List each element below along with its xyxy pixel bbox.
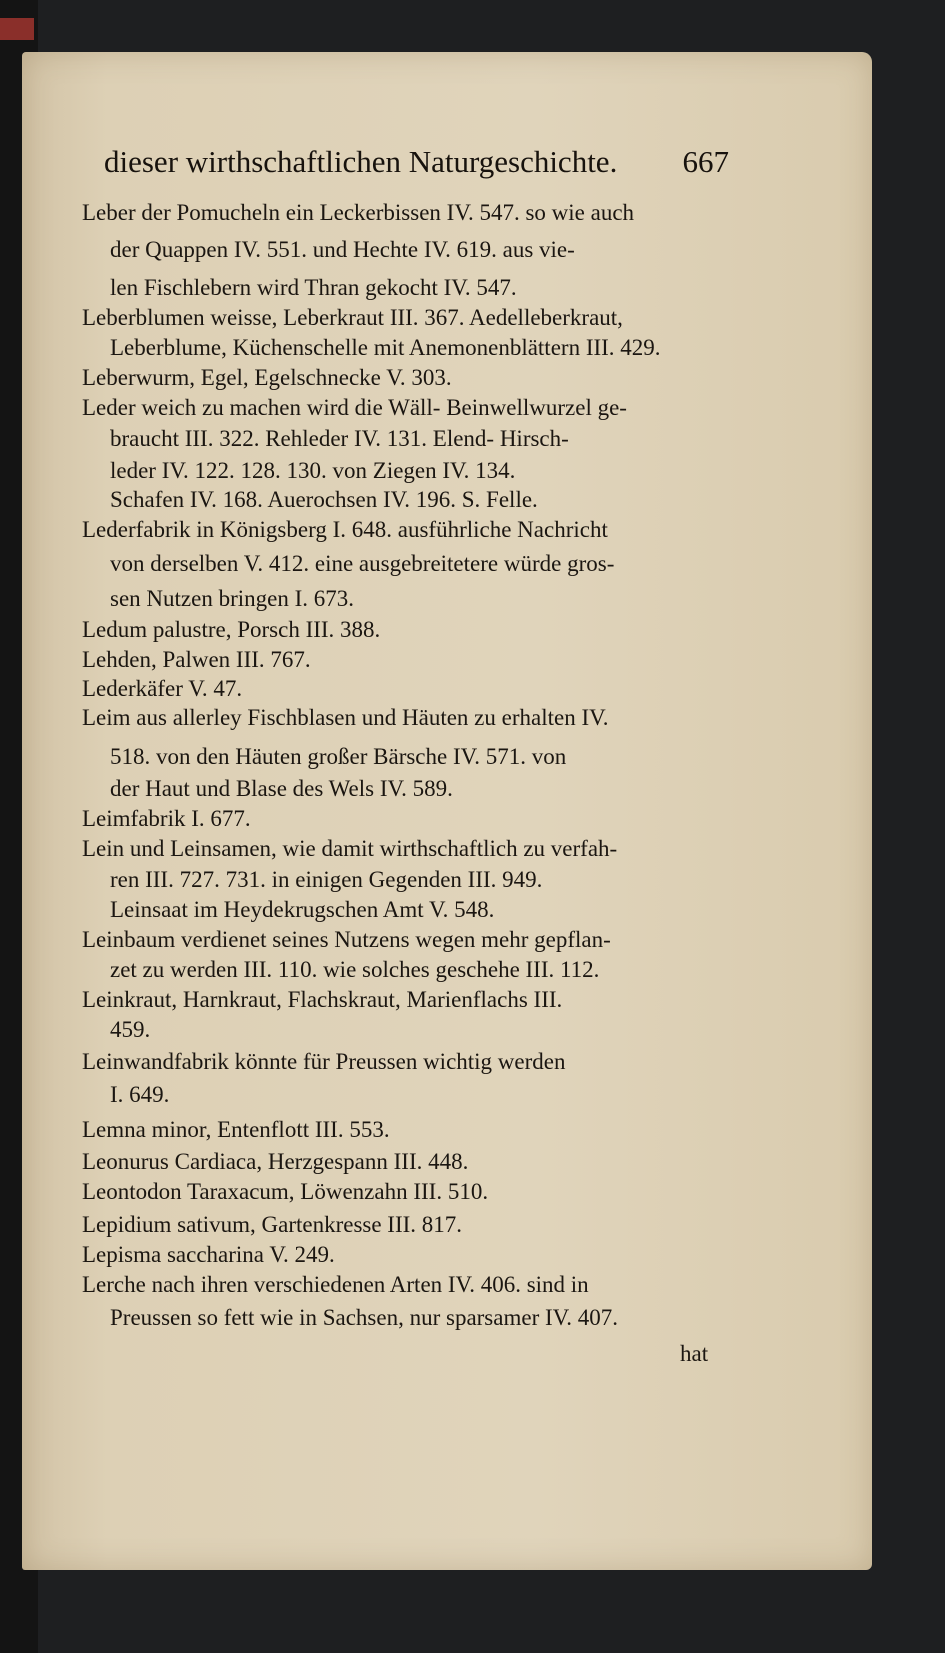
index-line: Schafen IV. 168. Auerochsen IV. 196. S. Felle. xyxy=(110,487,538,512)
index-line: Lerche nach ihren verschiedenen Arten IV. 406. sind in xyxy=(82,1272,589,1297)
index-line: ren III. 727. 731. in einigen Gegenden III. 949. xyxy=(110,867,543,892)
index-line: Leinwandfabrik könnte für Preussen wichtig werden xyxy=(82,1049,566,1074)
index-line: Leber der Pomucheln ein Leckerbissen IV. 547. so wie auch xyxy=(82,200,635,225)
index-line: Lederkäfer V. 47. xyxy=(82,676,243,701)
index-line: Lederfabrik in Königsberg I. 648. ausführliche Nachricht xyxy=(82,517,608,542)
index-line: len Fischlebern wird Thran gekocht IV. 547. xyxy=(110,275,517,300)
index-line: Ledum palustre, Porsch III. 388. xyxy=(82,617,381,642)
index-line: Leinbaum verdienet seines Nutzens wegen mehr gepflan- xyxy=(82,927,611,952)
index-line: 518. von den Häuten großer Bärsche IV. 571. von xyxy=(110,744,567,769)
index-line: sen Nutzen bringen I. 673. xyxy=(110,586,354,611)
index-line: Lemna minor, Entenflott III. 553. xyxy=(82,1117,390,1142)
index-line: Preussen so fett wie in Sachsen, nur sparsamer IV. 407. xyxy=(110,1305,619,1330)
catchword: hat xyxy=(680,1341,709,1366)
index-line: Leonurus Cardiaca, Herzgespann III. 448. xyxy=(82,1149,469,1174)
book-page xyxy=(22,52,872,1570)
running-header xyxy=(104,142,729,182)
page-number: 667 xyxy=(682,144,729,179)
index-line: Leinsaat im Heydekrugschen Amt V. 548. xyxy=(110,897,495,922)
index-line: Leberwurm, Egel, Egelschnecke V. 303. xyxy=(82,365,452,390)
index-line: Lein und Leinsamen, wie damit wirthschaftlich zu verfah- xyxy=(82,836,618,861)
index-line: 459. xyxy=(110,1017,151,1042)
index-line: Leberblume, Küchenschelle mit Anemonenblättern III. 429. xyxy=(110,335,661,360)
index-line: Lepisma saccharina V. 249. xyxy=(82,1242,335,1267)
index-line: Leim aus allerley Fischblasen und Häuten zu erhalten IV. xyxy=(82,705,609,730)
index-line: zet zu werden III. 110. wie solches geschehe III. 112. xyxy=(110,957,600,982)
index-line: I. 649. xyxy=(110,1082,170,1107)
index-line: der Quappen IV. 551. und Hechte IV. 619. aus vie- xyxy=(110,237,575,262)
index-line: Lehden, Palwen III. 767. xyxy=(82,647,311,672)
index-line: Leinkraut, Harnkraut, Flachskraut, Marienflachs III. xyxy=(82,987,563,1012)
index-line: Leontodon Taraxacum, Löwenzahn III. 510. xyxy=(82,1179,489,1204)
index-line: der Haut und Blase des Wels IV. 589. xyxy=(110,776,453,801)
index-line: Leberblumen weisse, Leberkraut III. 367. Aedelleberkraut, xyxy=(82,305,623,330)
index-line: Lepidium sativum, Gartenkresse III. 817. xyxy=(82,1212,463,1237)
bookmark-ribbon xyxy=(0,18,34,40)
index-line: von derselben V. 412. eine ausgebreitetere würde gros- xyxy=(110,551,615,576)
index-line: leder IV. 122. 128. 130. von Ziegen IV. 134. xyxy=(110,458,516,483)
index-line: braucht III. 322. Rehleder IV. 131. Elend- Hirsch- xyxy=(110,426,569,451)
running-title: dieser wirthschaftlichen Naturgeschichte. xyxy=(104,144,618,179)
index-line: Leder weich zu machen wird die Wäll- Beinwellwurzel ge- xyxy=(82,395,627,420)
index-line: Leimfabrik I. 677. xyxy=(82,806,251,831)
